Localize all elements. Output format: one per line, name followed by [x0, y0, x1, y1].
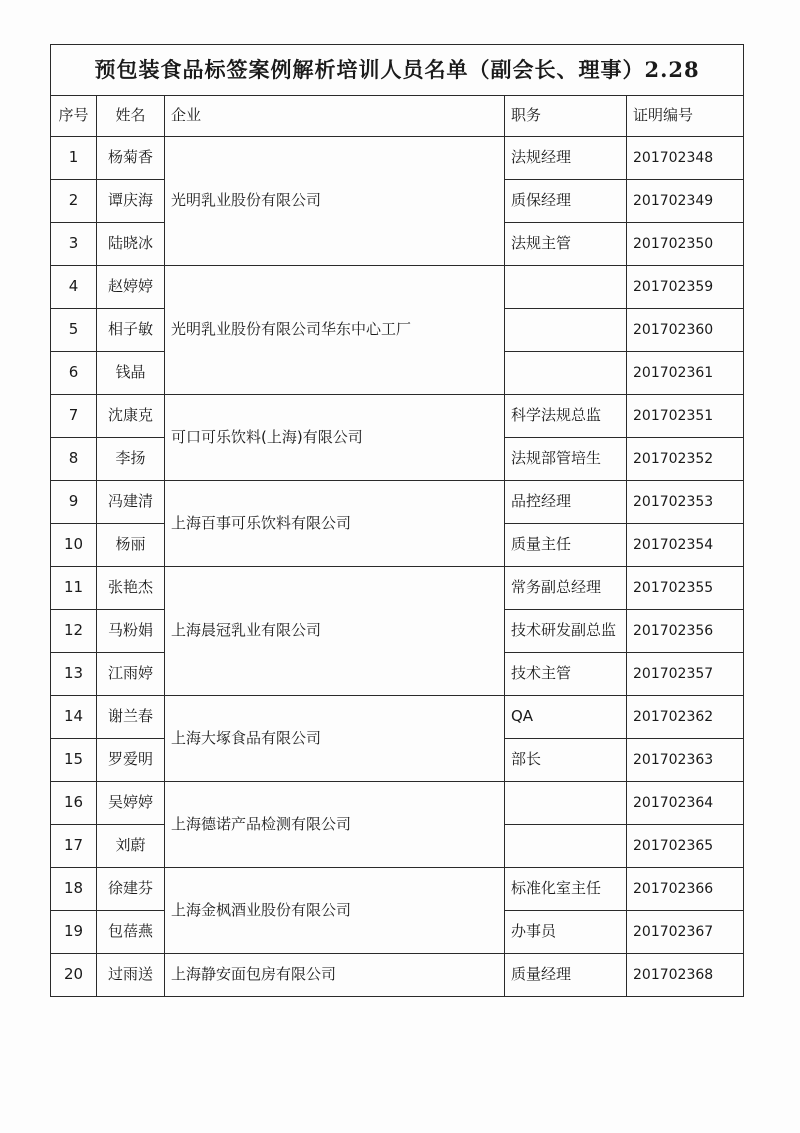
row-cert: 201702354	[627, 524, 744, 567]
row-cert: 201702356	[627, 610, 744, 653]
row-position: 品控经理	[505, 481, 627, 524]
row-name: 过雨送	[97, 954, 165, 997]
row-no: 1	[51, 137, 97, 180]
header-company: 企业	[165, 96, 505, 137]
row-position: 办事员	[505, 911, 627, 954]
row-company: 上海晨冠乳业有限公司	[165, 567, 505, 696]
row-position: 法规经理	[505, 137, 627, 180]
row-name: 杨菊香	[97, 137, 165, 180]
row-position	[505, 782, 627, 825]
table-row	[51, 954, 744, 997]
row-name: 陆晓冰	[97, 223, 165, 266]
row-position: 质量主任	[505, 524, 627, 567]
row-cert: 201702360	[627, 309, 744, 352]
header-name: 姓名	[97, 96, 165, 137]
row-no: 2	[51, 180, 97, 223]
row-name: 马粉娟	[97, 610, 165, 653]
row-position: 质保经理	[505, 180, 627, 223]
row-name: 赵婷婷	[97, 266, 165, 309]
row-position: 部长	[505, 739, 627, 782]
row-position: 技术主管	[505, 653, 627, 696]
row-company: 上海德诺产品检测有限公司	[165, 782, 505, 868]
row-no: 12	[51, 610, 97, 653]
header-row	[51, 96, 744, 137]
row-no: 13	[51, 653, 97, 696]
row-no: 6	[51, 352, 97, 395]
row-name: 吴婷婷	[97, 782, 165, 825]
row-cert: 201702353	[627, 481, 744, 524]
row-name: 李扬	[97, 438, 165, 481]
row-no: 7	[51, 395, 97, 438]
row-name: 江雨婷	[97, 653, 165, 696]
row-no: 17	[51, 825, 97, 868]
row-position: 科学法规总监	[505, 395, 627, 438]
roster-table	[50, 44, 744, 997]
row-position	[505, 352, 627, 395]
row-position: 常务副总经理	[505, 567, 627, 610]
row-cert: 201702367	[627, 911, 744, 954]
row-no: 19	[51, 911, 97, 954]
row-company: 光明乳业股份有限公司	[165, 137, 505, 266]
header-no: 序号	[51, 96, 97, 137]
row-cert: 201702352	[627, 438, 744, 481]
page-title: 预包装食品标签案例解析培训人员名单（副会长、理事）2.28	[51, 45, 744, 96]
row-name: 刘蔚	[97, 825, 165, 868]
row-no: 11	[51, 567, 97, 610]
header-position: 职务	[505, 96, 627, 137]
row-no: 10	[51, 524, 97, 567]
row-name: 包蓓燕	[97, 911, 165, 954]
row-position: 法规部管培生	[505, 438, 627, 481]
row-cert: 201702368	[627, 954, 744, 997]
row-position	[505, 825, 627, 868]
row-no: 8	[51, 438, 97, 481]
row-position	[505, 266, 627, 309]
row-name: 杨丽	[97, 524, 165, 567]
row-company: 可口可乐饮料(上海)有限公司	[165, 395, 505, 481]
row-no: 18	[51, 868, 97, 911]
table-row	[51, 137, 744, 180]
row-name: 谭庆海	[97, 180, 165, 223]
row-cert: 201702362	[627, 696, 744, 739]
row-position: 质量经理	[505, 954, 627, 997]
table-row	[51, 696, 744, 739]
row-company: 上海金枫酒业股份有限公司	[165, 868, 505, 954]
row-company: 光明乳业股份有限公司华东中心工厂	[165, 266, 505, 395]
row-position: 技术研发副总监	[505, 610, 627, 653]
row-no: 16	[51, 782, 97, 825]
row-no: 15	[51, 739, 97, 782]
row-no: 5	[51, 309, 97, 352]
row-cert: 201702350	[627, 223, 744, 266]
row-cert: 201702349	[627, 180, 744, 223]
row-name: 沈康克	[97, 395, 165, 438]
row-cert: 201702361	[627, 352, 744, 395]
row-company: 上海静安面包房有限公司	[165, 954, 505, 997]
row-cert: 201702365	[627, 825, 744, 868]
row-no: 14	[51, 696, 97, 739]
row-cert: 201702364	[627, 782, 744, 825]
row-name: 钱晶	[97, 352, 165, 395]
row-no: 20	[51, 954, 97, 997]
row-company: 上海百事可乐饮料有限公司	[165, 481, 505, 567]
row-name: 谢兰春	[97, 696, 165, 739]
row-position: 法规主管	[505, 223, 627, 266]
table-row	[51, 395, 744, 438]
row-position: 标准化室主任	[505, 868, 627, 911]
row-position: QA	[505, 696, 627, 739]
row-company: 上海大塚食品有限公司	[165, 696, 505, 782]
table-row	[51, 481, 744, 524]
row-cert: 201702357	[627, 653, 744, 696]
row-cert: 201702348	[627, 137, 744, 180]
row-no: 9	[51, 481, 97, 524]
row-cert: 201702355	[627, 567, 744, 610]
row-name: 冯建清	[97, 481, 165, 524]
table-row	[51, 567, 744, 610]
table-row	[51, 868, 744, 911]
row-cert: 201702366	[627, 868, 744, 911]
row-position	[505, 309, 627, 352]
row-name: 相子敏	[97, 309, 165, 352]
row-cert: 201702359	[627, 266, 744, 309]
row-no: 4	[51, 266, 97, 309]
row-name: 张艳杰	[97, 567, 165, 610]
row-cert: 201702363	[627, 739, 744, 782]
table-row	[51, 782, 744, 825]
row-no: 3	[51, 223, 97, 266]
row-name: 罗爱明	[97, 739, 165, 782]
row-cert: 201702351	[627, 395, 744, 438]
row-name: 徐建芬	[97, 868, 165, 911]
header-cert: 证明编号	[627, 96, 744, 137]
table-row	[51, 266, 744, 309]
